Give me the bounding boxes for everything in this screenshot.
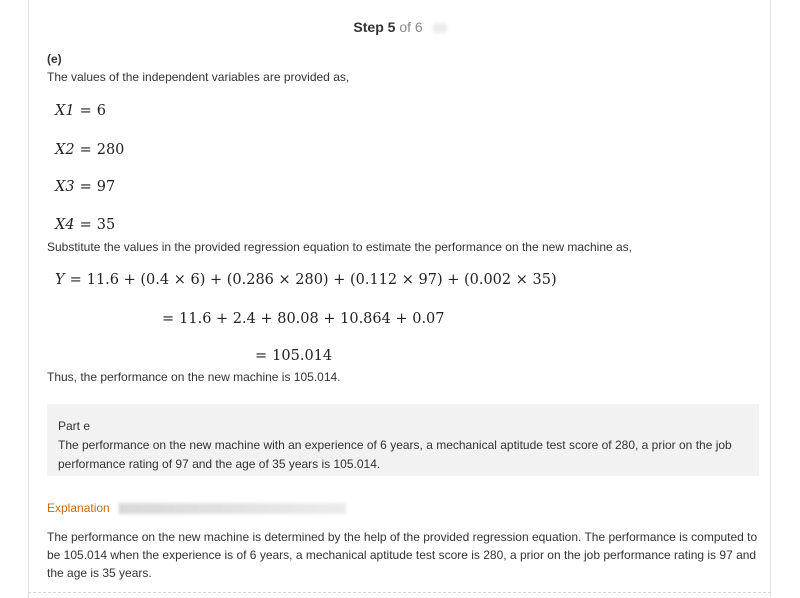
intro-text: The values of the independent variables are provided as, xyxy=(47,70,350,84)
step-header xyxy=(0,19,800,35)
variable-x2: X2 = 280 xyxy=(55,142,125,158)
step-of: of 6 xyxy=(399,19,423,35)
explanation-text: The performance on the new machine is determined by the help of the provided regression equation. The performance is computed to be 105.014 when the experience is of 6 years, a mechanical aptitude test score is 280, a prior on the job performance rating is 97 and the age is 35 years. xyxy=(47,530,758,580)
blurred-explanation-subtitle xyxy=(119,503,346,514)
answer-callout xyxy=(47,404,759,476)
step-label: Step 5 xyxy=(353,19,396,35)
variable-x3: X3 = 97 xyxy=(55,179,116,195)
blurred-tag xyxy=(433,23,447,33)
variable-x1: X1 = 6 xyxy=(55,103,106,119)
equation-line-3: = 105.014 xyxy=(255,348,333,364)
substitute-text: Substitute the values in the provided regression equation to estimate the performance on the new machine as, xyxy=(47,240,633,254)
explanation-header xyxy=(47,501,346,515)
variable-x4: X4 = 35 xyxy=(55,217,116,233)
equation-line-2: = 11.6 + 2.4 + 80.08 + 10.864 + 0.07 xyxy=(162,311,445,327)
bottom-divider xyxy=(28,592,771,593)
callout-title: Part e xyxy=(58,419,91,433)
conclusion-text: Thus, the performance on the new machine is 105.014. xyxy=(47,370,341,384)
equation-line-1: Y = 11.6 + (0.4 × 6) + (0.286 × 280) + (0.112 × 97) + (0.002 × 35) xyxy=(55,272,557,288)
callout-body: The performance on the new machine with an experience of 6 years, a mechanical aptitude test score of 280, a prior on the job performance rating of 97 and the age of 35 years is 105.014. xyxy=(58,438,732,471)
explanation-label: Explanation xyxy=(47,501,110,515)
part-label: (e) xyxy=(47,52,62,66)
